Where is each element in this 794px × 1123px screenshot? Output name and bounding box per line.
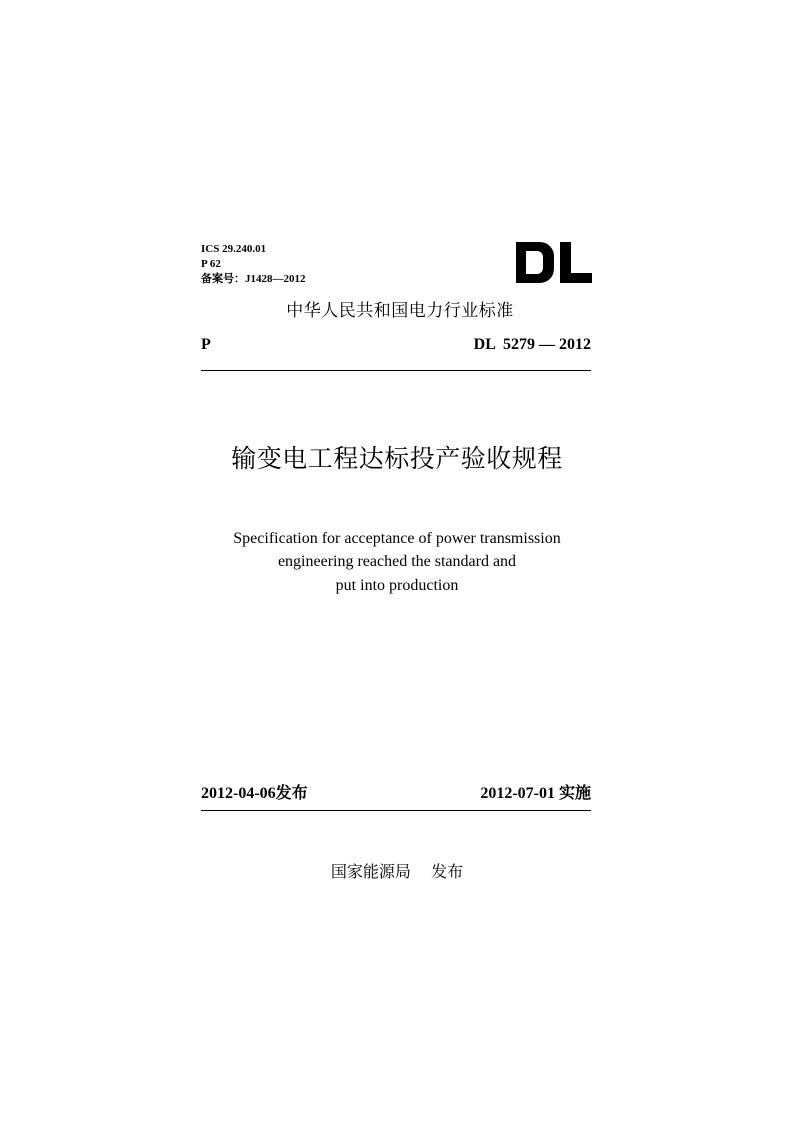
implement-date-block [480,783,591,804]
implement-label: 实施 [558,783,591,802]
record-number: 备案号：J1428—2012 [201,273,306,285]
publisher-action: 发布 [431,862,464,881]
document-title-en-line: engineering reached the standard and [277,553,517,570]
ics-code: ICS 29.240.01 [201,243,267,255]
document-title-en-line: put into production [335,577,459,594]
divider-bottom [201,810,591,811]
issue-date: 2012-04-06 [201,785,276,802]
standard-number: DL 5279 — 2012 [473,336,591,353]
document-title-en-line: Specification for acceptance of power transmission [233,530,561,547]
document-title-zh: 输变电工程达标投产验收规程 [231,444,563,473]
divider-top [201,370,591,371]
issue-date-block [201,783,308,804]
publisher-line [0,860,794,884]
category-code: P 62 [201,258,221,270]
standard-name: 中华人民共和国电力行业标准 [286,301,514,321]
implement-date: 2012-07-01 [480,785,555,802]
issue-label: 发布 [275,783,308,802]
publisher-name: 国家能源局 [330,862,411,881]
standard-category: P [201,336,211,353]
dl-logo [516,242,592,283]
